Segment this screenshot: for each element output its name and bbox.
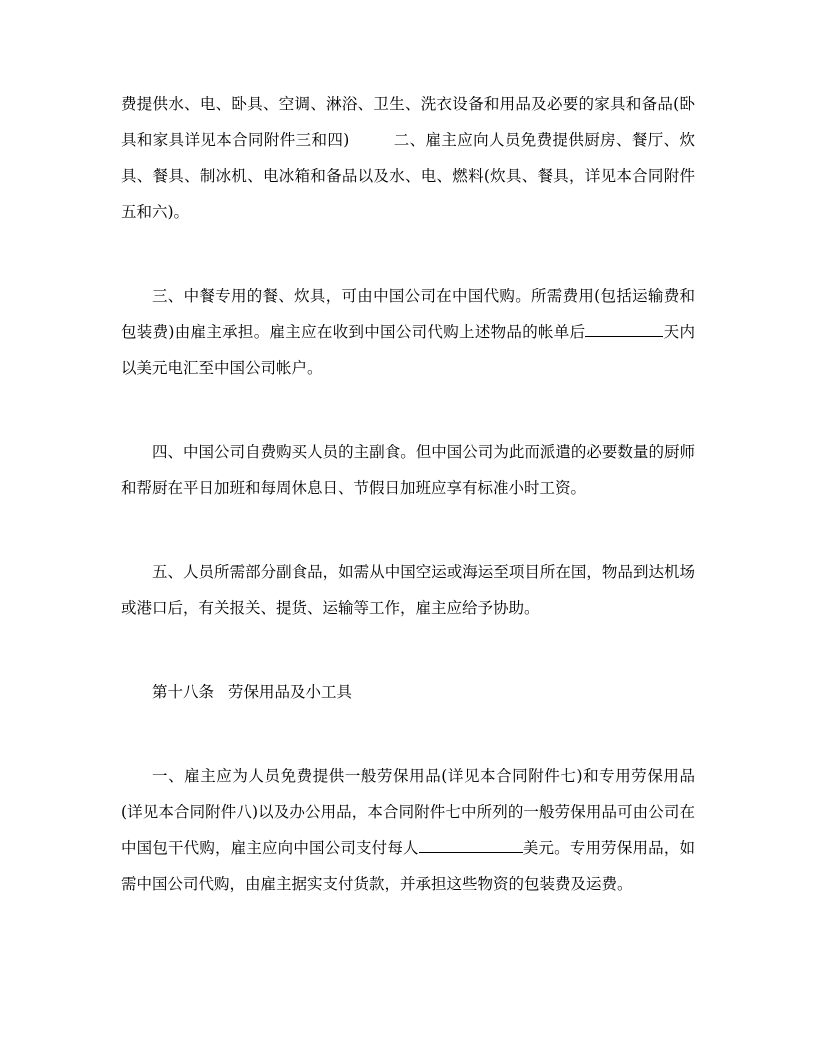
- paragraph-chinese-tableware-part1: 三、中餐专用的餐、炊具，可由中国公司在中国代购。所需费用(包括运输费和包装费)由雇主承担。雇主应在收到中国公司代购上述物品的帐单后: [121, 287, 695, 341]
- paragraph-accommodation: [121, 86, 695, 230]
- paragraph-gap: [121, 506, 695, 554]
- paragraph-gap: [121, 230, 695, 278]
- paragraph-gap: [121, 386, 695, 434]
- paragraph-protective-equipment-part2: 美元。专用劳保用品，如需中国公司代购，由雇主据实支付货款，并承担这些物资的包装费及运费。: [121, 839, 695, 893]
- paragraph-gap: [121, 710, 695, 758]
- article-heading: [121, 674, 695, 710]
- paragraph-non-staple-food: 五、人员所需部分副食品，如需从中国空运或海运至项目所在国，物品到达机场或港口后，有关报关、提货、运输等工作，雇主应给予协助。: [121, 563, 695, 617]
- days-blank-line: [585, 321, 663, 337]
- paragraph-food-purchase: 四、中国公司自费购买人员的主副食。但中国公司为此而派遣的必要数量的厨师和帮厨在平日加班和每周休息日、节假日加班应享有标准小时工资。: [121, 443, 695, 497]
- paragraph-kitchen-clause: 二、雇主应向人员免费提供厨房、餐厅、炊具、餐具、制冰机、电冰箱和备品以及水、电、燃料(炊具、餐具，详见本合同附件五和六)。: [121, 131, 695, 221]
- paragraph-chinese-tableware: [121, 278, 695, 386]
- document-page: [121, 86, 695, 902]
- paragraph-protective-equipment: [121, 758, 695, 902]
- article-number: 第十八条: [152, 683, 215, 701]
- paragraph-protective-equipment-part1: 一、雇主应为人员免费提供一般劳保用品(详见本合同附件七)和专用劳保用品(详见本合同附件八)以及办公用品，本合同附件七中所列的一般劳保用品可由公司在中国包干代购，雇主应向中国公司支付每人: [121, 767, 695, 857]
- paragraph-gap: [121, 626, 695, 674]
- paragraph-accommodation-part1: 费提供水、电、卧具、空调、淋浴、卫生、洗衣设备和用品及必要的家具和备品(卧具和家具详见本合同附件三和四): [121, 95, 695, 149]
- amount-blank-line: [419, 837, 523, 853]
- paragraph-chinese-tableware-part2: 天内以美元电汇至中国公司帐户。: [121, 323, 695, 377]
- article-title: 劳保用品及小工具: [228, 683, 353, 701]
